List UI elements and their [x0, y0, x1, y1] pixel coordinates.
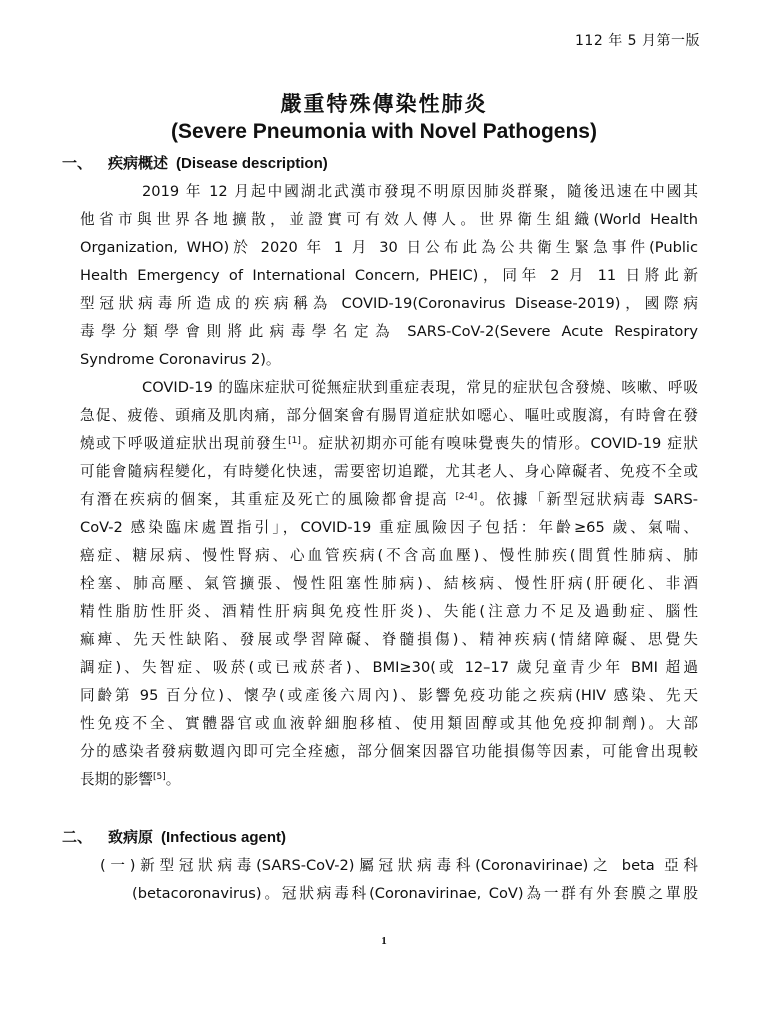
section-title-zh: 疾病概述 [108, 154, 169, 172]
text-segment: 。症狀初期亦可能有嗅味覺喪失的情形。COVID-19 症狀 [300, 435, 699, 452]
paragraph-line [80, 766, 698, 794]
paragraph-line: Syndrome Coronavirus 2)。 [80, 351, 281, 368]
paragraph-line: 痲痺、先天性缺陷、發展或學習障礙、脊髓損傷)、精神疾病(情緒障礙、思覺失 [80, 631, 698, 648]
paragraph-line: 2019 年 12 月起中國湖北武漢市發現不明原因肺炎群聚，隨後迅速在中國其 [142, 183, 698, 200]
document-version: 112 年 5 月第一版 [575, 33, 700, 49]
document-title-chinese: 嚴重特殊傳染性肺炎 [280, 92, 488, 116]
subsection-infectious-agent-1 [100, 852, 698, 908]
reference-citation: [1] [288, 436, 301, 446]
text-segment: 燒或下呼吸道症狀出現前發生 [80, 435, 289, 452]
paragraph-line [80, 430, 698, 458]
reference-citation: [5] [152, 772, 166, 782]
paragraph-line: Health Emergency of International Concern, PHEIC)，同年 2 月 11 日將此新 [80, 267, 698, 284]
document-title-english: (Severe Pneumonia with Novel Pathogens) [171, 120, 597, 143]
section-title-en: (Infectious agent) [161, 829, 287, 846]
paragraph-line: 癌症、糖尿病、慢性腎病、心血管疾病(不含高血壓)、慢性肺疾(間質性肺病、肺 [80, 547, 698, 564]
paragraph-line: 調症)、失智症、吸菸(或已戒菸者)、BMI≥30(或 12–17 歲兒童青少年 BMI 超過 [80, 659, 698, 676]
paragraph-line: 同齡第 95 百分位)、懷孕(或產後六周內)、影響免疫功能之疾病(HIV 感染、先天 [80, 687, 698, 704]
paragraph-line [80, 486, 698, 514]
paragraph-line: Organization, WHO)於 2020 年 1 月 30 日公布此為公共衛生緊急事件(Public [80, 239, 698, 256]
paragraph-disease-description-1 [80, 178, 698, 374]
paragraph-line: 可能會隨病程變化，有時變化快速，需要密切追蹤，尤其老人、身心障礙者、免疫不全或 [80, 463, 698, 480]
section-title-zh: 致病原 [108, 828, 154, 846]
paragraph-line: 型冠狀病毒所造成的疾病稱為 COVID-19(Coronavirus Disease-2019)，國際病 [80, 295, 698, 312]
paragraph-disease-description-2 [80, 374, 698, 794]
section-heading-disease-description [62, 152, 328, 173]
text-segment: 。依據「新型冠狀病毒 SARS- [477, 491, 698, 508]
paragraph-line: (betacoronavirus)。冠狀病毒科(Coronavirinae, CoV)為一群有外套膜之單股 [132, 885, 698, 902]
page-number: 1 [381, 935, 387, 947]
paragraph-line: CoV-2 感染臨床處置指引」，COVID-19 重症風險因子包括：年齡≥65 歲、氣喘、 [80, 519, 698, 536]
paragraph-line: 分的感染者發病數週內即可完全痊癒，部分個案因器官功能損傷等因素，可能會出現較 [80, 743, 698, 760]
paragraph-line: 性免疫不全、實體器官或血液幹細胞移植、使用類固醇或其他免疫抑制劑)。大部 [80, 715, 698, 732]
text-segment: 有潛在疾病的個案，其重症及死亡的風險都會提高 [80, 491, 456, 508]
paragraph-line: COVID-19 的臨床症狀可從無症狀到重症表現，常見的症狀包含發燒、咳嗽、呼吸 [142, 379, 698, 396]
section-number: 一、 [62, 154, 93, 172]
text-segment: 。 [165, 771, 181, 788]
text-segment: 長期的影響 [80, 771, 153, 788]
section-heading-infectious-agent [62, 826, 286, 847]
paragraph-line: 急促、疲倦、頭痛及肌肉痛，部分個案會有腸胃道症狀如噁心、嘔吐或腹瀉，有時會在發 [80, 407, 698, 424]
section-title-en: (Disease description) [176, 155, 328, 172]
section-number: 二、 [62, 828, 93, 846]
paragraph-line: 他省市與世界各地擴散，並證實可有效人傳人。世界衛生組織(World Health [80, 211, 698, 228]
paragraph-line: 精性脂肪性肝炎、酒精性肝病與免疫性肝炎)、失能(注意力不足及過動症、腦性 [80, 603, 698, 620]
paragraph-line: 栓塞、肺高壓、氣管擴張、慢性阻塞性肺病)、結核病、慢性肝病(肝硬化、非酒 [80, 575, 698, 592]
reference-citation: [2-4] [455, 492, 478, 502]
paragraph-line: 毒學分類學會則將此病毒學名定為 SARS-CoV-2(Severe Acute Respiratory [80, 323, 698, 340]
paragraph-line: (一)新型冠狀病毒(SARS-CoV-2)屬冠狀病毒科(Coronavirinae)之 beta 亞科 [100, 857, 698, 874]
